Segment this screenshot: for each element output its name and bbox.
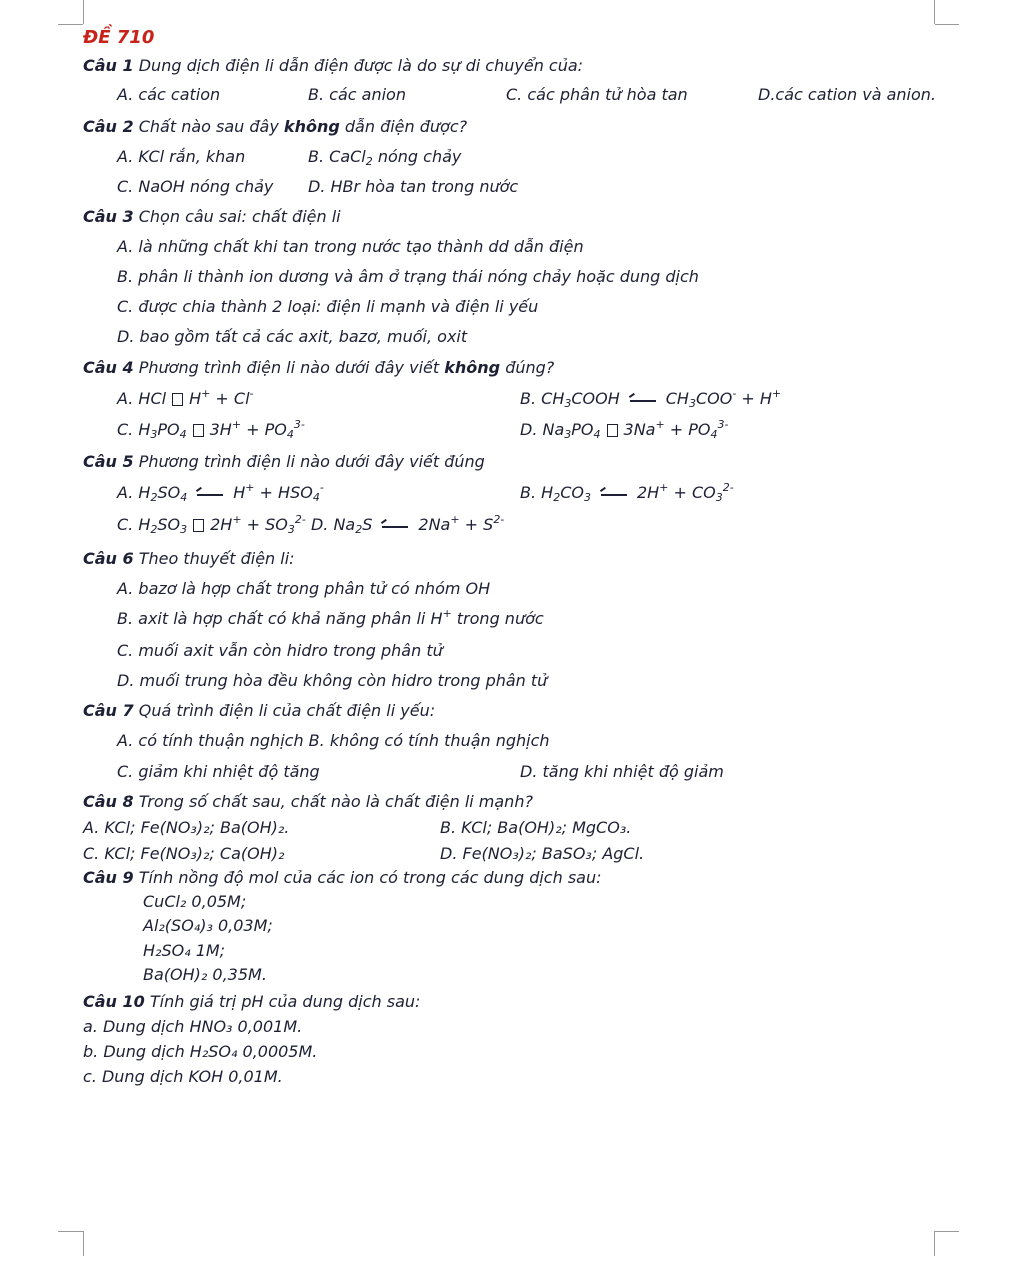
q10-part-a: a. Dung dịch HNO₃ 0,001M. [83,1017,303,1036]
q8-option-a: A. KCl; Fe(NO₃)₂; Ba(OH)₂. [83,818,290,837]
question-6-text: Theo thuyết điện li: [138,549,295,568]
q5-d-r1: 2Na [418,515,451,534]
q4-d-r2-sub: 4 [710,428,718,441]
question-4 [83,357,554,379]
question-2-emph: không [283,117,340,136]
q5-c-r2-sup: 2- [294,513,306,526]
q4-option-c [117,419,305,441]
crop-mark-bottom-left-v [83,1231,84,1256]
q5-option-b [520,482,734,504]
crop-mark-top-left-v [83,0,84,24]
equation-box-symbol [172,393,183,406]
q5-a-left: A. H [117,483,151,502]
q4-c-r1: 3H [209,420,232,439]
q4-d-r1: 3Na [623,420,656,439]
q4-d-left-sub2: 4 [593,428,601,441]
equation-box-symbol [607,424,618,437]
q5-a-r2-sup: - [319,481,324,494]
q4-b-r2: COO [695,389,733,408]
question-4-post: đúng? [505,358,555,377]
q5-b-r1-sup: + [659,481,669,494]
question-7 [83,700,435,722]
q3-option-d: D. bao gồm tất cả các axit, bazơ, muối, oxit [117,327,468,346]
q5-c-r1-sup: + [232,513,242,526]
question-4-label: Câu 4 [83,358,134,377]
q5-d-left: D. Na [310,515,356,534]
q7-option-c: C. giảm khi nhiệt độ tăng [117,762,320,781]
q5-b-r2: + CO [673,483,716,502]
question-5 [83,451,485,473]
q4-c-left2: PO [157,420,180,439]
q5-c-left2: SO [157,515,181,534]
reaction-arrow-icon [197,489,223,499]
q5-b-left-sub2: 3 [583,491,591,504]
question-8-label: Câu 8 [83,792,134,811]
q8-option-c: C. KCl; Fe(NO₃)₂; Ca(OH)₂ [83,844,285,863]
q1-option-d: D.các cation và anion. [758,85,936,104]
q5-c-left: C. H [117,515,151,534]
q5-d-r2: + S [464,515,494,534]
q4-option-a [117,388,254,410]
crop-mark-top-right-v [934,0,935,24]
crop-mark-top-left-h [58,24,83,25]
q6-option-d: D. muối trung hòa đều không còn hidro trong phân tử [117,671,548,690]
question-2 [83,116,467,138]
q4-a-r2: + Cl [215,389,250,408]
question-3-text: Chọn câu sai: chất điện li [138,207,341,226]
q5-a-left-sub1: 2 [150,491,158,504]
question-9-label: Câu 9 [83,868,134,887]
q4-a-r1: H [189,389,202,408]
q5-a-r2: + HSO [259,483,313,502]
q4-b-left: B. CH [520,389,565,408]
reaction-arrow-icon [382,521,408,531]
q2-option-b [308,146,461,168]
q4-c-r2-sup: 3- [293,418,305,431]
q4-d-r2-sup: 3- [717,418,729,431]
q5-b-left: B. H [520,483,554,502]
q3-option-b: B. phân li thành ion dương và âm ở trạng thái nóng chảy hoặc dung dịch [117,267,699,286]
question-2-post: dẫn điện được? [344,117,468,136]
question-10-text: Tính giá trị pH của dung dịch sau: [149,992,421,1011]
q4-b-left2: COOH [571,389,620,408]
q4-option-d [520,419,728,441]
crop-mark-bottom-right-h [935,1231,959,1232]
q5-d-r2-sup: 2- [493,513,505,526]
q4-a-left: A. HCl [117,389,167,408]
q7-option-d: D. tăng khi nhiệt độ giảm [520,762,724,781]
q6-option-a: A. bazơ là hợp chất trong phân tử có nhóm OH [117,579,491,598]
q3-option-c: C. được chia thành 2 loại: điện li mạnh và điện li yếu [117,297,539,316]
q10-part-b: b. Dung dịch H₂SO₄ 0,0005M. [83,1042,318,1061]
question-2-pre: Chất nào sau đây [138,117,279,136]
q4-a-r1-sup: + [201,387,211,400]
q5-c-r1: 2H [210,515,233,534]
q4-c-left: C. H [117,420,151,439]
q6-option-b-post: trong nước [456,609,544,628]
q5-c-left-sub1: 2 [150,523,158,536]
q8-option-b: B. KCl; Ba(OH)₂; MgCO₃. [440,818,632,837]
question-8-text: Trong số chất sau, chất nào là chất điện li mạnh? [138,792,533,811]
crop-mark-bottom-left-h [58,1231,83,1232]
q1-option-c: C. các phân tử hòa tan [506,85,688,104]
q5-b-r2-sub: 3 [715,491,723,504]
q4-c-left-sub1: 3 [150,428,158,441]
question-10 [83,991,420,1013]
q4-option-b [520,388,781,410]
question-6-label: Câu 6 [83,549,134,568]
question-1-text: Dung dịch điện li dẫn điện được là do sự di chuyển của: [138,56,584,75]
question-8 [83,791,533,813]
q4-b-r3: + H [741,389,772,408]
q4-b-r1-sub: 3 [688,397,696,410]
q4-c-r2-sub: 4 [286,428,294,441]
q7-option-a-b: A. có tính thuận nghịch B. không có tính thuận nghịch [117,731,550,750]
q5-a-left-sub2: 4 [180,491,188,504]
question-9 [83,867,602,889]
q4-c-r2: + PO [246,420,287,439]
q9-item: Ba(OH)₂ 0,35M. [143,965,267,984]
q2-option-d: D. HBr hòa tan trong nước [308,177,519,196]
q5-c-left-sub2: 3 [180,523,188,536]
question-2-label: Câu 2 [83,117,134,136]
q4-d-left2: PO [571,420,594,439]
q10-part-c: c. Dung dịch KOH 0,01M. [83,1067,283,1086]
crop-mark-bottom-right-v [934,1231,935,1256]
reaction-arrow-icon [601,489,627,499]
q2-option-b-sub: 2 [365,155,373,168]
crop-mark-top-right-h [935,24,959,25]
q4-d-left: D. Na [520,420,565,439]
q5-b-r1: 2H [636,483,660,502]
question-9-text: Tính nồng độ mol của các ion có trong các dung dịch sau: [138,868,602,887]
question-5-label: Câu 5 [83,452,134,471]
question-3 [83,206,341,228]
q4-d-left-sub1: 3 [564,428,572,441]
q4-c-r1-sup: + [231,418,242,431]
equation-box-symbol [193,519,204,532]
q5-d-left2: S [362,515,373,534]
q4-b-r1: CH [665,389,689,408]
question-4-pre: Phương trình điện li nào dưới đây viết [138,358,440,377]
q9-item: Al₂(SO₄)₃ 0,03M; [143,916,273,935]
q5-c-r2: + SO [246,515,288,534]
q4-d-r2: + PO [669,420,711,439]
question-1-label: Câu 1 [83,56,134,75]
q6-option-b [117,608,544,630]
q4-a-r2-sup: - [249,387,254,400]
q5-a-r2-sub: 4 [312,491,320,504]
q5-c-r2-sub: 3 [287,523,295,536]
q3-option-a: A. là những chất khi tan trong nước tạo thành dd dẫn điện [117,237,584,256]
q6-option-b-pre: B. axit là hợp chất có khả năng phân li H [117,609,443,628]
q2-option-b-text: B. CaCl [308,147,366,166]
reaction-arrow-icon [630,395,656,405]
exam-title: ĐỀ 710 [83,27,155,48]
q5-a-r1: H [233,483,246,502]
q5-a-r1-sup: + [245,481,255,494]
question-10-label: Câu 10 [83,992,145,1011]
q4-b-r3-sup: + [771,387,782,400]
q4-b-r2-sup: - [732,387,737,400]
q5-option-c-d [117,514,504,536]
question-5-text: Phương trình điện li nào dưới đây viết đúng [138,452,485,471]
equation-box-symbol [193,424,204,437]
q6-option-c: C. muối axit vẫn còn hidro trong phân tử [117,641,443,660]
q2-option-b-post: nóng chảy [377,147,462,166]
q1-option-b: B. các anion [308,85,406,104]
q1-option-a: A. các cation [117,85,221,104]
q4-d-r1-sup: + [655,418,665,431]
q5-b-r2-sup: 2- [722,481,734,494]
q5-option-a [117,482,324,504]
q4-c-left-sub2: 4 [179,428,187,441]
q5-b-left-sub1: 2 [553,491,561,504]
question-1 [83,55,583,77]
q2-option-a: A. KCl rắn, khan [117,147,246,166]
question-3-label: Câu 3 [83,207,134,226]
question-6 [83,548,295,570]
question-4-emph: không [444,358,501,377]
q4-b-left-sub: 3 [564,397,572,410]
q5-a-left2: SO [157,483,181,502]
q8-option-d: D. Fe(NO₃)₂; BaSO₃; AgCl. [440,844,645,863]
q5-b-left2: CO [560,483,584,502]
question-7-text: Quá trình điện li của chất điện li yếu: [138,701,436,720]
question-7-label: Câu 7 [83,701,134,720]
q9-item: CuCl₂ 0,05M; [143,892,247,911]
q5-d-r1-sup: + [450,513,460,526]
q9-item: H₂SO₄ 1M; [143,941,226,960]
q2-option-c: C. NaOH nóng chảy [117,177,274,196]
q5-d-left-sub: 2 [355,523,363,536]
q6-option-b-sup: + [442,607,452,620]
